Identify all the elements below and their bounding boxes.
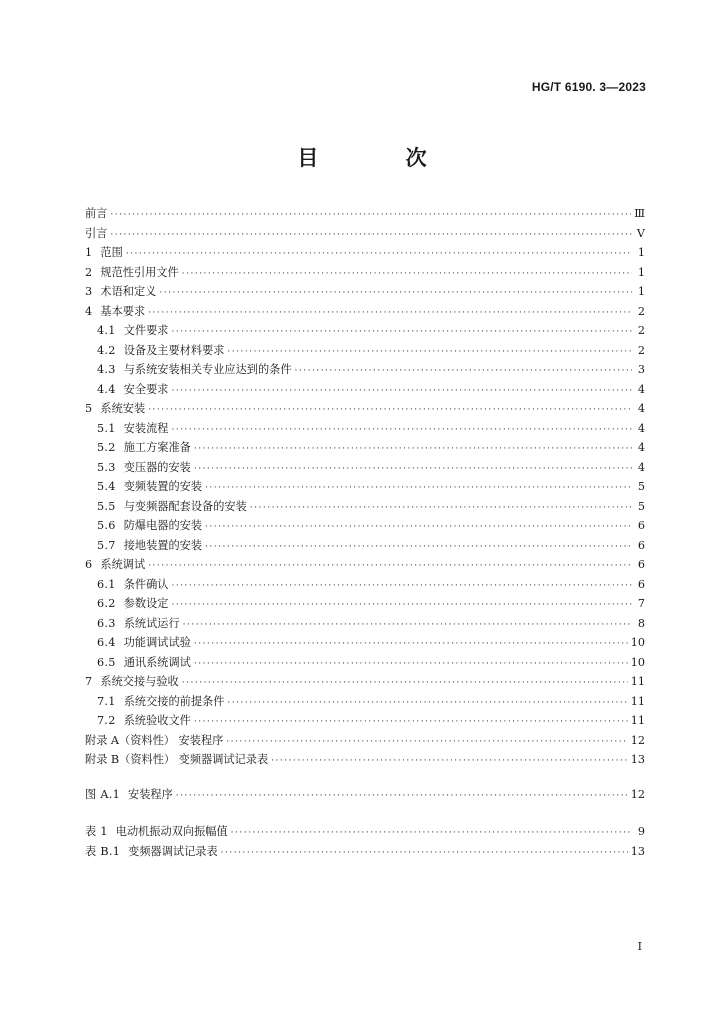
toc-entry-page: 4 [637, 382, 645, 396]
toc-entry-number: 7.2 [97, 714, 116, 727]
toc-entry-number: 5.3 [97, 460, 116, 474]
dot-leader [159, 284, 632, 304]
toc-entry[interactable] [85, 614, 645, 634]
toc-entry[interactable] [85, 438, 645, 458]
toc-entry-title: 电动机振动双向振幅值 [115, 825, 228, 838]
toc-entry-title: 安装程序 [128, 788, 173, 801]
toc-entry[interactable] [85, 497, 645, 517]
dot-leader [194, 460, 632, 480]
toc-entry-title: 引言 [85, 226, 108, 240]
toc-entry[interactable] [85, 692, 645, 712]
list-of-figures [85, 785, 645, 805]
document-code: HG/T 6190. 3—2023 [531, 80, 646, 94]
toc-entry[interactable] [85, 243, 645, 263]
toc-entry-page: 6 [637, 558, 645, 571]
toc-entry[interactable] [85, 419, 645, 439]
toc-entry-page: 8 [637, 616, 645, 630]
toc-entry-title: 术语和定义 [100, 285, 157, 298]
toc-entry-number: 5.1 [97, 421, 116, 435]
dot-leader [148, 304, 632, 324]
toc-entry[interactable] [85, 750, 645, 770]
toc-entry-title: 参数设定 [123, 597, 169, 610]
toc-entry[interactable] [85, 555, 645, 575]
toc-entry-number: 5.7 [97, 538, 116, 552]
dot-leader [271, 752, 628, 772]
toc-entry-page: 1 [637, 265, 645, 279]
toc-entry-number: 6 [85, 558, 93, 571]
dot-leader [250, 499, 632, 519]
toc-entry-title: 附录 B（资料性） 变频器调试记录表 [85, 753, 269, 766]
toc-entry[interactable] [85, 516, 645, 536]
dot-leader [226, 733, 627, 753]
toc-entry-title: 安全要求 [123, 382, 169, 396]
dot-leader [205, 518, 632, 538]
toc-entry[interactable] [85, 594, 645, 614]
dot-leader [221, 844, 628, 864]
toc-entry-number: 5.4 [97, 480, 116, 493]
dot-leader [171, 323, 632, 343]
dot-leader [110, 206, 631, 226]
toc-entry[interactable] [85, 672, 645, 692]
toc-entry-title: 施工方案准备 [123, 441, 191, 454]
dot-leader [227, 694, 627, 714]
toc-entry-page: 6 [637, 538, 645, 552]
toc-entry[interactable] [85, 341, 645, 361]
toc-entry[interactable] [85, 711, 645, 731]
toc-entry-title: 系统调试 [100, 558, 146, 571]
toc-entry-title: 与变频器配套设备的安装 [123, 499, 247, 513]
list-of-tables [85, 822, 645, 861]
toc-entry[interactable] [85, 263, 645, 283]
toc-entry-page: 7 [637, 597, 645, 610]
toc-entry-page: 4 [637, 460, 645, 474]
page-title: 目 次 [297, 145, 467, 170]
toc-entry-page: Ⅴ [636, 226, 645, 240]
toc-entry-page: 11 [630, 675, 645, 688]
dot-leader [171, 382, 632, 402]
toc-entry-page: 5 [637, 499, 645, 513]
toc-entry-number: 6.5 [97, 655, 116, 669]
toc-entry-title: 接地装置的安装 [123, 538, 203, 552]
toc-entry-title: 设备及主要材料要求 [123, 343, 225, 357]
toc-entry[interactable] [85, 321, 645, 341]
toc-entry-page: 1 [637, 246, 645, 259]
toc-entry-title: 变频装置的安装 [123, 480, 203, 493]
toc-entry-number: 5.5 [97, 499, 116, 513]
toc-entry-title: 系统交接的前提条件 [123, 694, 225, 708]
toc-entry[interactable] [85, 575, 645, 595]
toc-entry-number: 6.3 [97, 616, 116, 630]
toc-entry-number: 4.1 [97, 324, 116, 337]
toc-entry-title: 变压器的安装 [123, 460, 191, 474]
toc-entry-number: 1 [85, 246, 93, 259]
toc-entry[interactable] [85, 458, 645, 478]
toc-entry-title: 基本要求 [100, 304, 146, 318]
dot-leader [182, 674, 628, 694]
dot-leader [194, 635, 628, 655]
toc-entry-title: 与系统安装相关专业应达到的条件 [123, 363, 292, 376]
dot-leader [194, 440, 632, 460]
toc-entry-number: 表 1 [85, 825, 108, 838]
dot-leader [176, 787, 628, 807]
dot-leader [110, 226, 632, 246]
toc-entry-number: 7 [85, 675, 93, 688]
toc-entry-title: 范围 [100, 246, 123, 259]
toc-entry-number: 4.2 [97, 343, 116, 357]
toc-entry-title: 防爆电器的安装 [123, 519, 203, 532]
toc-entry-number: 表 B.1 [85, 844, 121, 858]
toc-entry-page: 6 [637, 519, 645, 532]
toc-entry[interactable] [85, 536, 645, 556]
toc-entry-page: 11 [630, 694, 645, 708]
toc-entry-number: 4.4 [97, 382, 116, 396]
toc-entry-page: 12 [630, 733, 645, 747]
dot-leader [126, 245, 632, 265]
toc-entry-title: 条件确认 [123, 577, 169, 591]
toc-entry-title: 系统安装 [100, 402, 146, 415]
toc-entry-number: 5 [85, 402, 93, 415]
toc-entry-number: 3 [85, 285, 93, 298]
dot-leader [194, 713, 628, 733]
toc-entry-title: 附录 A（资料性） 安装程序 [85, 733, 224, 747]
toc-entry-number: 4 [85, 304, 93, 318]
table-of-contents [85, 204, 645, 770]
dot-leader [148, 557, 632, 577]
toc-entry-page: 10 [630, 636, 645, 649]
toc-entry-page: 2 [637, 304, 645, 318]
toc-entry-title: 安装流程 [123, 421, 169, 435]
dot-leader [171, 421, 632, 441]
dot-leader [205, 538, 632, 558]
toc-entry-title: 系统试运行 [123, 616, 180, 630]
toc-entry-number: 4.3 [97, 363, 116, 376]
toc-entry-page: 12 [630, 788, 645, 801]
toc-entry-number: 6.1 [97, 577, 116, 591]
toc-entry[interactable] [85, 380, 645, 400]
toc-entry-page: Ⅲ [634, 207, 645, 220]
toc-entry-page: 3 [637, 363, 645, 376]
dot-leader [148, 401, 632, 421]
toc-entry[interactable] [85, 633, 645, 653]
toc-entry-page: 1 [637, 285, 645, 298]
toc-entry-page: 11 [630, 714, 645, 727]
toc-entry-page: 13 [630, 753, 645, 766]
dot-leader [182, 265, 632, 285]
toc-entry-page: 2 [637, 324, 645, 337]
toc-entry[interactable] [85, 302, 645, 322]
toc-entry-page: 4 [637, 421, 645, 435]
toc-entry[interactable] [85, 785, 645, 805]
toc-entry-number: 5.6 [97, 519, 116, 532]
toc-entry[interactable] [85, 822, 645, 842]
toc-entry[interactable] [85, 477, 645, 497]
toc-entry-number: 6.2 [97, 597, 116, 610]
dot-leader [171, 577, 632, 597]
footer-page-number: I [637, 940, 642, 953]
toc-entry[interactable] [85, 842, 645, 862]
toc-entry-page: 4 [637, 441, 645, 454]
toc-entry-page: 2 [637, 343, 645, 357]
toc-entry-title: 功能调试试验 [123, 636, 191, 649]
dot-leader [295, 362, 632, 382]
toc-entry-number: 5.2 [97, 441, 116, 454]
toc-entry-number: 2 [85, 265, 93, 279]
toc-entry-title: 变频器调试记录表 [128, 844, 218, 858]
dot-leader [194, 655, 628, 675]
toc-entry[interactable] [85, 731, 645, 751]
toc-entry-title: 系统交接与验收 [100, 675, 179, 688]
toc-entry-title: 文件要求 [123, 324, 169, 337]
toc-entry[interactable] [85, 282, 645, 302]
toc-entry-number: 图 A.1 [85, 788, 120, 801]
toc-entry-title: 通讯系统调试 [123, 655, 191, 669]
toc-entry[interactable] [85, 399, 645, 419]
toc-entry-number: 6.4 [97, 636, 116, 649]
toc-entry[interactable] [85, 360, 645, 380]
toc-entry-title: 前言 [85, 207, 108, 220]
toc-entry-page: 10 [630, 655, 645, 669]
dot-leader [171, 596, 632, 616]
toc-entry-page: 9 [637, 825, 645, 838]
dot-leader [231, 824, 632, 844]
toc-entry[interactable] [85, 653, 645, 673]
toc-entry[interactable] [85, 224, 645, 244]
toc-entry[interactable] [85, 204, 645, 224]
dot-leader [205, 479, 632, 499]
toc-entry-page: 4 [637, 402, 645, 415]
toc-entry-number: 7.1 [97, 694, 116, 708]
toc-entry-page: 13 [630, 844, 645, 858]
toc-entry-title: 规范性引用文件 [100, 265, 179, 279]
toc-entry-page: 6 [637, 577, 645, 591]
toc-entry-page: 5 [637, 480, 645, 493]
dot-leader [183, 616, 632, 636]
toc-entry-title: 系统验收文件 [123, 714, 191, 727]
